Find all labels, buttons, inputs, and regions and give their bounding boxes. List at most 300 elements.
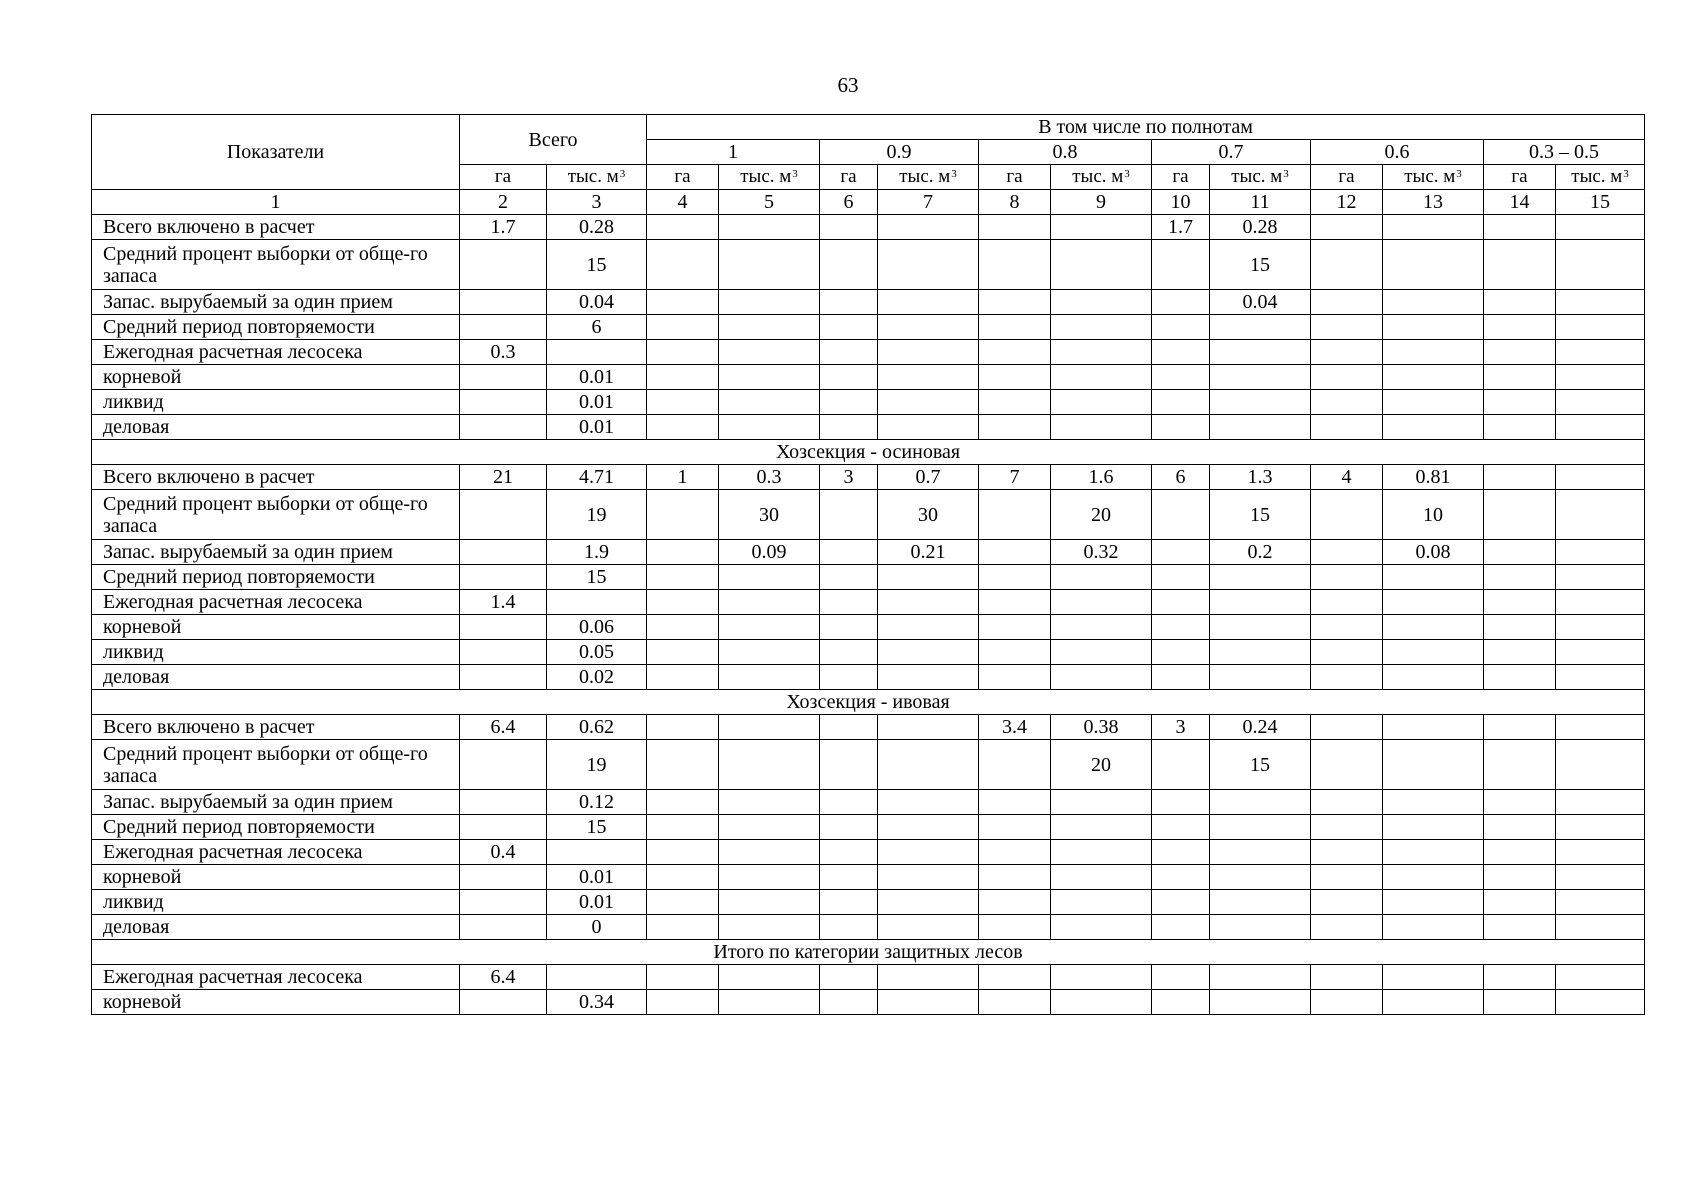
row-label: Средний период повторяемости [92,815,460,840]
unit-volume [1383,165,1484,190]
table-cell [1484,215,1556,240]
table-cell [460,665,547,690]
unit-ha: га [647,165,719,190]
table-cell [1152,890,1210,915]
section-title: Хозсекция - осиновая [92,440,1645,465]
table-cell [1484,615,1556,640]
table-cell [1311,340,1383,365]
table-cell [547,340,647,365]
table-cell [1484,390,1556,415]
table-cell [979,665,1051,690]
unit-volume-exponent: 3 [1283,168,1289,180]
table-cell [719,565,820,590]
table-cell [878,365,979,390]
table-cell [460,490,547,540]
table-cell [1311,290,1383,315]
table-cell [1484,565,1556,590]
table-cell [1152,790,1210,815]
table-cell [1383,340,1484,365]
table-cell [1383,365,1484,390]
table-cell: 0.38 [1051,715,1152,740]
table-cell [647,290,719,315]
table-cell [1484,415,1556,440]
column-number: 10 [1152,190,1210,215]
table-cell [1556,840,1645,865]
table-cell: 0.28 [1210,215,1311,240]
table-cell: 20 [1051,740,1152,790]
table-cell [1484,815,1556,840]
row-label: корневой [92,865,460,890]
table-cell [1210,415,1311,440]
table-cell [979,865,1051,890]
table-cell [1484,490,1556,540]
table-cell: 3 [820,465,878,490]
column-number: 12 [1311,190,1383,215]
table-cell [1484,965,1556,990]
table-cell [719,240,820,290]
column-number: 9 [1051,190,1152,215]
table-cell [1051,290,1152,315]
table-cell [1383,615,1484,640]
table-cell [1152,615,1210,640]
row-label: корневой [92,365,460,390]
unit-volume-base: тыс. м [1072,166,1124,187]
row-label: ликвид [92,640,460,665]
table-cell [979,315,1051,340]
unit-volume-base: тыс. м [1571,166,1623,187]
table-cell [1484,890,1556,915]
table-cell [1311,390,1383,415]
table-row [92,390,1645,415]
table-cell [1311,415,1383,440]
table-cell [1311,215,1383,240]
table-cell [719,390,820,415]
table-cell [820,965,878,990]
table-cell [1152,740,1210,790]
table-cell [647,615,719,640]
table-cell [719,665,820,690]
table-cell: 15 [1210,490,1311,540]
table-cell [979,540,1051,565]
column-number: 6 [820,190,878,215]
table-cell [647,790,719,815]
table-cell: 0.01 [547,390,647,415]
table-cell [1210,340,1311,365]
table-cell [647,365,719,390]
table-cell [979,490,1051,540]
table-cell [460,790,547,815]
table-cell [878,840,979,865]
unit-ha: га [979,165,1051,190]
table-cell [1051,240,1152,290]
row-label: Ежегодная расчетная лесосека [92,840,460,865]
table-cell [820,915,878,940]
unit-volume-base: тыс. м [1231,166,1283,187]
table-cell [647,715,719,740]
table-cell: 0.05 [547,640,647,665]
table-cell [1311,665,1383,690]
table-cell [1556,390,1645,415]
table-cell [1051,565,1152,590]
table-cell: 21 [460,465,547,490]
table-cell [820,315,878,340]
table-cell [979,415,1051,440]
table-cell [878,390,979,415]
table-cell [460,815,547,840]
table-cell [1210,815,1311,840]
table-cell [1383,740,1484,790]
table-row [92,290,1645,315]
table-cell [647,540,719,565]
table-cell [1311,840,1383,865]
density-group: 0.6 [1311,140,1484,165]
row-label: деловая [92,415,460,440]
table-cell [1556,240,1645,290]
header-by-density: В том числе по полнотам [647,115,1645,140]
table-cell [1152,415,1210,440]
unit-ha: га [460,165,547,190]
section-row [92,940,1645,965]
table-cell [1051,415,1152,440]
table-cell [1152,815,1210,840]
table-cell [1152,590,1210,615]
table-cell [1383,665,1484,690]
table-cell [1210,315,1311,340]
table-cell: 0.28 [547,215,647,240]
table-cell [820,740,878,790]
table-row [92,365,1645,390]
table-cell [719,990,820,1015]
table-cell [1051,865,1152,890]
table-cell [460,315,547,340]
column-number: 3 [547,190,647,215]
table-cell [820,390,878,415]
row-label: корневой [92,990,460,1015]
table-cell [1051,340,1152,365]
table-cell [719,815,820,840]
table-cell [820,540,878,565]
table-cell [1210,565,1311,590]
table-cell [719,590,820,615]
column-number: 2 [460,190,547,215]
table-row [92,890,1645,915]
table-cell: 30 [878,490,979,540]
table-cell [1484,865,1556,890]
page-number: 63 [837,73,859,97]
table-cell [1152,865,1210,890]
table-cell [719,315,820,340]
table-cell [1556,890,1645,915]
table-cell [1152,965,1210,990]
density-group: 0.9 [820,140,979,165]
table-cell [647,490,719,540]
table-cell [1556,965,1645,990]
table-cell [1383,990,1484,1015]
table-cell [1210,915,1311,940]
row-label: Средний процент выборки от обще-го запаса [92,240,460,290]
table-cell [719,415,820,440]
table-cell [647,965,719,990]
table-cell [719,215,820,240]
table-cell [1556,340,1645,365]
table-row [92,340,1645,365]
table-cell [647,890,719,915]
table-cell: 0.4 [460,840,547,865]
table-cell: 0.08 [1383,540,1484,565]
table-cell [547,965,647,990]
unit-volume [1051,165,1152,190]
table-cell [820,640,878,665]
unit-ha: га [1311,165,1383,190]
table-cell [647,665,719,690]
row-label: Средний период повторяемости [92,565,460,590]
table-cell [1152,665,1210,690]
table-cell [1556,665,1645,690]
table-header [92,115,1645,215]
table-cell: 4.71 [547,465,647,490]
table-cell [647,415,719,440]
table-cell [460,390,547,415]
unit-volume-exponent: 3 [951,168,957,180]
table-cell: 15 [547,240,647,290]
row-label: Запас. вырубаемый за один прием [92,790,460,815]
table-row [92,315,1645,340]
table-cell: 6 [547,315,647,340]
table-cell [820,990,878,1015]
table-cell [1556,290,1645,315]
table-cell [719,615,820,640]
table-cell [878,240,979,290]
table-cell [1383,415,1484,440]
header-total: Всего [460,115,647,165]
table-cell [820,890,878,915]
row-label: корневой [92,615,460,640]
table-cell [878,790,979,815]
table-cell: 0.34 [547,990,647,1015]
unit-volume-exponent: 3 [619,168,626,180]
table-cell [1383,865,1484,890]
table-cell [979,915,1051,940]
column-number: 5 [719,190,820,215]
table-cell [820,490,878,540]
table-cell [1484,915,1556,940]
table-cell [1152,365,1210,390]
table-cell [1051,665,1152,690]
table-cell [1484,365,1556,390]
table-cell: 0.7 [878,465,979,490]
table-cell [1051,365,1152,390]
table-cell [820,240,878,290]
table-cell [1311,240,1383,290]
table-cell [979,815,1051,840]
table-row [92,965,1645,990]
table-cell [1210,390,1311,415]
table-cell [1383,915,1484,940]
table-cell [1152,540,1210,565]
table-cell [878,815,979,840]
unit-volume-base: тыс. м [740,166,792,187]
table-cell [460,565,547,590]
table-cell [1383,790,1484,815]
unit-volume-base: тыс. м [567,166,619,187]
table-cell: 1 [647,465,719,490]
table-cell [647,590,719,615]
table-cell [1210,840,1311,865]
table-cell [878,565,979,590]
table-cell [1556,715,1645,740]
table-cell [979,290,1051,315]
table-cell: 0.01 [547,865,647,890]
table-cell [979,340,1051,365]
table-cell [1051,590,1152,615]
table-row [92,240,1645,290]
table-cell [460,415,547,440]
table-cell: 1.7 [1152,215,1210,240]
table-cell [1383,565,1484,590]
table-cell [1556,990,1645,1015]
table-cell: 0.24 [1210,715,1311,740]
table-cell: 6.4 [460,965,547,990]
table-cell [647,740,719,790]
table-cell [820,665,878,690]
table-cell [460,365,547,390]
table-cell [878,665,979,690]
table-cell [460,640,547,665]
table-cell [820,365,878,390]
table-cell [1311,965,1383,990]
table-cell [1311,865,1383,890]
table-cell [1484,740,1556,790]
table-cell [878,590,979,615]
table-cell [1383,890,1484,915]
table-cell: 19 [547,740,647,790]
table-cell [1210,590,1311,615]
table-cell [1311,790,1383,815]
table-cell [1152,490,1210,540]
table-cell [1152,915,1210,940]
table-cell [820,565,878,590]
unit-volume-exponent: 3 [1124,168,1130,180]
table-cell [1556,415,1645,440]
table-cell [878,640,979,665]
table-cell [820,415,878,440]
table-cell [1051,915,1152,940]
table-cell [1556,815,1645,840]
table-cell [1556,490,1645,540]
table-cell [1051,990,1152,1015]
table-row [92,540,1645,565]
table-cell [1311,715,1383,740]
table-cell: 0.12 [547,790,647,815]
table-row [92,865,1645,890]
table-cell [878,340,979,365]
table-cell [979,590,1051,615]
table-cell [1210,640,1311,665]
table-cell [1484,290,1556,315]
table-cell [1556,565,1645,590]
table-row [92,415,1645,440]
table-row [92,840,1645,865]
table-cell [1311,990,1383,1015]
density-group: 0.3 – 0.5 [1484,140,1645,165]
table-cell [1484,790,1556,815]
table-cell [647,240,719,290]
table-cell [820,840,878,865]
table-cell: 20 [1051,490,1152,540]
table-cell [979,565,1051,590]
table-cell [1484,665,1556,690]
table-row [92,590,1645,615]
unit-volume [1210,165,1311,190]
table-cell [878,740,979,790]
table-cell [1484,590,1556,615]
table-cell [820,215,878,240]
table-cell [820,865,878,890]
table-cell [878,215,979,240]
allowable-cut-table [91,114,1645,1015]
column-number: 13 [1383,190,1484,215]
table-cell: 0.02 [547,665,647,690]
section-row [92,440,1645,465]
table-cell [1383,315,1484,340]
table-cell [647,565,719,590]
table-cell [1152,340,1210,365]
table-cell [1484,465,1556,490]
table-cell [1383,215,1484,240]
table-cell [719,740,820,790]
row-label: ликвид [92,890,460,915]
density-group: 0.7 [1152,140,1311,165]
table-cell [1484,315,1556,340]
table-cell: 0 [547,915,647,940]
table-cell: 3 [1152,715,1210,740]
unit-volume-exponent: 3 [792,168,798,180]
table-cell [1311,565,1383,590]
table-cell: 0.62 [547,715,647,740]
table-cell [1051,640,1152,665]
table-cell [1051,390,1152,415]
table-cell [547,590,647,615]
table-cell: 0.32 [1051,540,1152,565]
table-cell [647,990,719,1015]
table-cell [1556,315,1645,340]
table-cell [820,790,878,815]
table-cell [719,340,820,365]
table-cell [1556,215,1645,240]
table-cell [1152,565,1210,590]
table-cell [1556,790,1645,815]
table-cell [460,990,547,1015]
table-cell [1311,365,1383,390]
table-cell [878,990,979,1015]
row-label: Средний период повторяемости [92,315,460,340]
table-cell [547,840,647,865]
table-cell [1556,465,1645,490]
row-label: Средний процент выборки от обще-го запаса [92,490,460,540]
table-cell: 0.01 [547,365,647,390]
table-cell [1484,540,1556,565]
table-cell [460,290,547,315]
table-cell: 15 [1210,740,1311,790]
table-cell [1152,390,1210,415]
column-number: 11 [1210,190,1311,215]
table-cell: 0.06 [547,615,647,640]
table-cell [1383,965,1484,990]
table-cell [878,865,979,890]
table-cell [1556,640,1645,665]
density-group: 0.8 [979,140,1152,165]
table-cell [1051,215,1152,240]
